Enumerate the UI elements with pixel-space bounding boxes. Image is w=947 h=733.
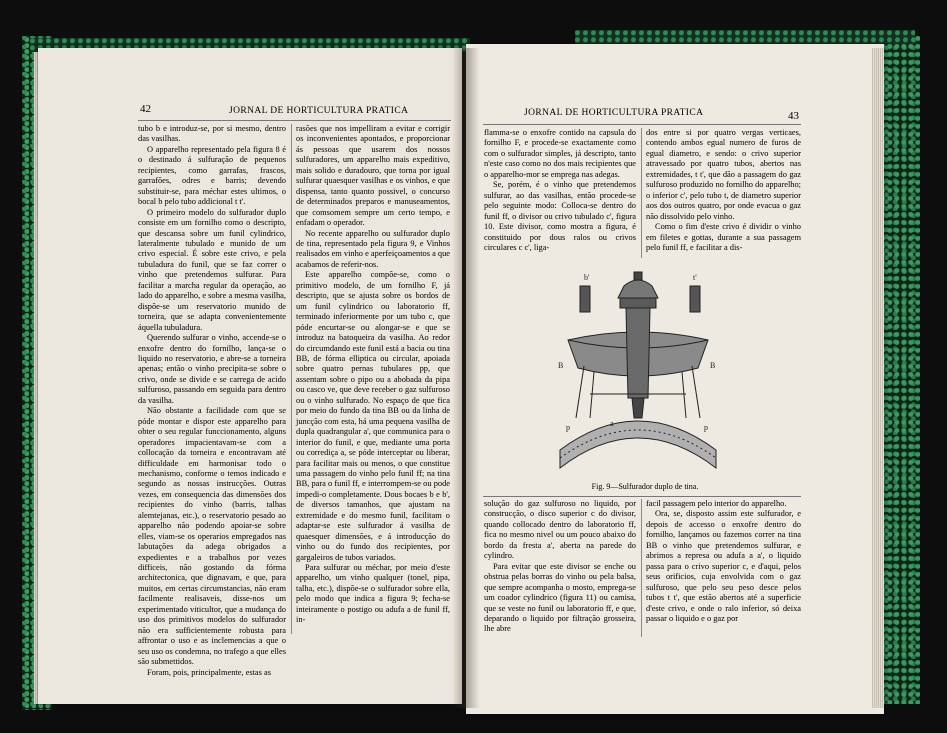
label-B-left: B: [558, 361, 564, 370]
right-bottom-divider: [641, 499, 642, 637]
cask-arch: [560, 421, 716, 468]
sulfurador-figure: [554, 268, 722, 476]
left-running-head: JORNAL DE HORTICULTURA PRATICA: [229, 106, 409, 116]
book-board-top-right: [575, 30, 915, 44]
right-head-rule: [483, 124, 801, 125]
paragraph: Este apparelho compõe-se, como o primitivo modelo, de um fornilho F, já descripto, que se ajusta sobre os bordos de um funil cylindrico ou laboratorio ff, terminado inferiormente por um tubo c, que póde encurtar-se ou alongar-se e que se introduz na batoqueira da vasilha. Ao redor do circumdando este funil está a bacia ou tina BB, de fórma elliptica ou circular, apoiada sobre quatro pernas tubulares pp, que assentam sobre o pipo ou a abobada da pipa ou casco ve, que deve receber o gaz sulfuroso ou o vinho sulfurado. No espaço de que fica por meio do fundo da tina BB ou da linha de juncção com esta, há uma pequena vasilha de dupla quadrangular a', que communica para o interior do funil, e que, mediante uma porta ou corrediça a, se póde interceptar ou liberar, para facilitar mais ou menos, o que constitue uma passagem do vinho pelo funil ff; na tina BB, para o funil ff, e interrompem-se ou pode impedi-o completamente. Dous bocaes b e b', de diversos tamanhos, que ajustam na extremidade e do mesmo funil, facilitam o adaptar-se este sulfurador á vasilha de quaesquer dimensões, e á introducção do vinho ou do fundo dos recipientes, por gargaleiros de tubos variados.: [296, 270, 450, 562]
paragraph: Não obstante a facilidade com que se póde montar e dispor este apparelho para obter o seu regular funccionamento, alguns operadores impacientavam-se com a collocação da torneira e encontravam até difficuldade em harmonisar todo o mechanismo, conforme o temos indicado e segundo as nossas instrucções. Outras vezes, em consequencia das dimensões dos recipientes do vinho (barris, talhas alemtejanas, etc.), o reservatorio pesado ao apparelho não podendo apoiar-se sobre elles, viam-se os operarios empregados nas labutações da adega obrigados a expedientes e a trabalhos por vezes difficeis, não gostando da fórma architectonica, que dignavam, e que, para muitos, em certas circumstancias, não eram facilmente realisaveis, disse-nos um experimentado viticultor, que a mudança do uso dos primitivos modelos do sulfurador não era sufficientemente robusta para affrontar o uso e as inclemencias a que o seu uso os condemna, no trafego a que elles são submettidos.: [138, 406, 286, 667]
label-b: b': [584, 273, 590, 282]
fornilho-dome: [618, 280, 658, 298]
central-funil: [626, 308, 650, 398]
left-column-divider: [291, 124, 292, 634]
paragraph: Ora, se, disposto assim este sulfurador, e depois de accesso o enxofre dentro do fornilho, lançamos ou fazemos correr na tina BB o vinho que pretendemos sulfurar, e abrimos a represa ou adufa a a', o liquido passa para o crivo superior c, e d'aqui, pelos seus orificios, cuja envolvida com o gaz sulfuroso, que pelo seu peso desce pelos tubos t t', que estão abertos até a superficie d'este crivo, e onde o ralo inferior, só deixa passar o liquido e o gaz por: [646, 509, 801, 623]
right-column-3: [484, 499, 636, 637]
right-side-tube: [690, 286, 700, 312]
label-t: t': [693, 273, 697, 282]
figure-caption: Fig. 9—Sulfurador duplo de tina.: [591, 482, 699, 491]
paragraph: flamma-se o enxofre contido na capsula do fornilho F, e procede-se exactamente como com o sulfurador simples, já descripto, tanto n'este caso como no dos mais recipientes que o apparelho-mor se emprega nas adegas.: [484, 128, 636, 179]
left-column-1: [138, 124, 286, 677]
paragraph: O apparelho representado pela figura 8 é o destinado á sulfuração de pequenos recipientes, como garrafas, frascos, garrafões, odres e barris; devendo substituir-se, para méchar estes ultimos, o bocal b pelo tubo addicional t t'.: [138, 144, 286, 207]
page-edges-right: [872, 48, 884, 708]
paragraph: Para sulfurar ou méchar, por meio d'este apparelho, um vinho qualquer (tonel, pipa, talha, etc.), dispõe-se o sulfurador sobre ella, pelo modo que indica a figura 9; fecha-se inteiramente o postigo ou adufa a de funil ff, in-: [296, 563, 450, 625]
paragraph: Para evitar que este divisor se enche ou obstrua pelas borras do vinho ou pela balsa, que sempre acompanha o mosto, emprega-se um coador cylindrico (figura 11) ou camisa, que se veste no funil ou laboratorio ff, e que, deparando o liquido por filtração grosseira, lhe abre: [484, 561, 636, 634]
paragraph: solução do gaz sulfuroso no liquido, por construcção, o disco superior c do divisor, quando collocado dentro do laboratorio ff, fica no mesmo nivel ou um pouco abaixo do bordo da fresta a', aberta na parede do cylindro.: [484, 499, 636, 561]
paragraph: O primeiro modelo do sulfurador duplo consiste em um fornilho como o descripto, que descansa sobre um funil cylindrico, lateralmente tubulado e munido de um crivo especial. É sobre este crivo, e pela tubuladura do funil, que se faz correr o vinho que pretendemos sulfurar. Para facilitar a marcha regular da operação, ao lado do apparelho, e sobre a mesma vasilha, dispõe-se um reservatorio munido de torneira, que se adapta convenientemente áquella tubuladura.: [138, 207, 286, 332]
left-side-tube: [580, 286, 590, 312]
label-B-right: B: [710, 361, 716, 370]
left-head-rule: [138, 120, 451, 121]
label-p-right: p: [704, 423, 708, 432]
right-column-1: [484, 128, 636, 256]
book-cover-right: [880, 36, 920, 704]
paragraph: Como o fim d'este crivo é dividir o vinho em filetes e gottas, durante a sua passagem pelo funil ff, e facilitar a dis-: [646, 222, 801, 252]
label-p-left: p: [566, 423, 570, 432]
label-a: a: [610, 419, 614, 428]
right-column-4: [646, 499, 801, 637]
paragraph: Querendo sulfurar o vinho, accende-se o enxofre dentro do fornilho, lança-se o liquido no reservatorio, e abre-se a torneira apenas; então o vinho precipita-se sobre o crivo, onde se divide e se carrega de acido sulfuroso, passando em seguida para dentro da vasilha.: [138, 333, 286, 405]
right-column-2: [646, 128, 801, 256]
left-page-number: 42: [140, 103, 151, 115]
paragraph: Se, porém, é o vinho que pretendemos sulfurar, ao das vasilhas, então procede-se pelo seguinte modo: Colloca-se dentro do funil ff, o divisor ou crivo tubulado c', figura 10. Este divisor, como mostra a figura, é constituido por dous ralos ou crivos circulares c c', liga-: [484, 180, 636, 252]
paragraph: rasões que nos impelliram a evitar e corrigir os inconvenientes apontados, e proporcionar ás pessoas que usarem dos nossos sulfuradores, um apparelho mais expeditivo, mais solido e duradouro, que torna por igual sulfurar quaesquer vasilhas e os vinhos, e que dispensa, tanto quanto possivel, o concurso de determinados preparos e manuseamentos, que comsomem sempre um certo tempo, e enfadam o operador.: [296, 124, 450, 228]
left-column-2: [296, 124, 450, 638]
paragraph: tubo b e introduz-se, por si mesmo, dentro das vasilhas.: [138, 124, 286, 144]
paragraph: dos entre si por quatro vergas verticaes, contendo ambos egual numero de furos de egual diametro, e sendo: o crivo superior atravessado por quatro tubos, abertos nas extremidades, t t', que dão a passagem do gaz sulfuroso produzido no fornilho do apparelho; o inferior c', pelo tubo t, de diametro superior aos dos outros quatro, por onde evacua o gaz não dissolvido pelo vinho.: [646, 128, 801, 221]
paragraph: facil passagem pelo interior do apparelho.: [646, 499, 787, 508]
paragraph: No recente apparelho ou sulfurador duplo de tina, representado pela figura 9, e Vinhos realisados em vinho e aperfeiçoamentos a que acabamos de referir-nos.: [296, 228, 450, 269]
right-running-head: JORNAL DE HORTICULTURA PRATICA: [524, 108, 704, 118]
right-top-divider: [641, 128, 642, 258]
right-page-number: 43: [788, 110, 799, 122]
paragraph: Foram, pois, principalmente, estas as: [147, 667, 271, 677]
right-figure-rule: [483, 496, 801, 497]
